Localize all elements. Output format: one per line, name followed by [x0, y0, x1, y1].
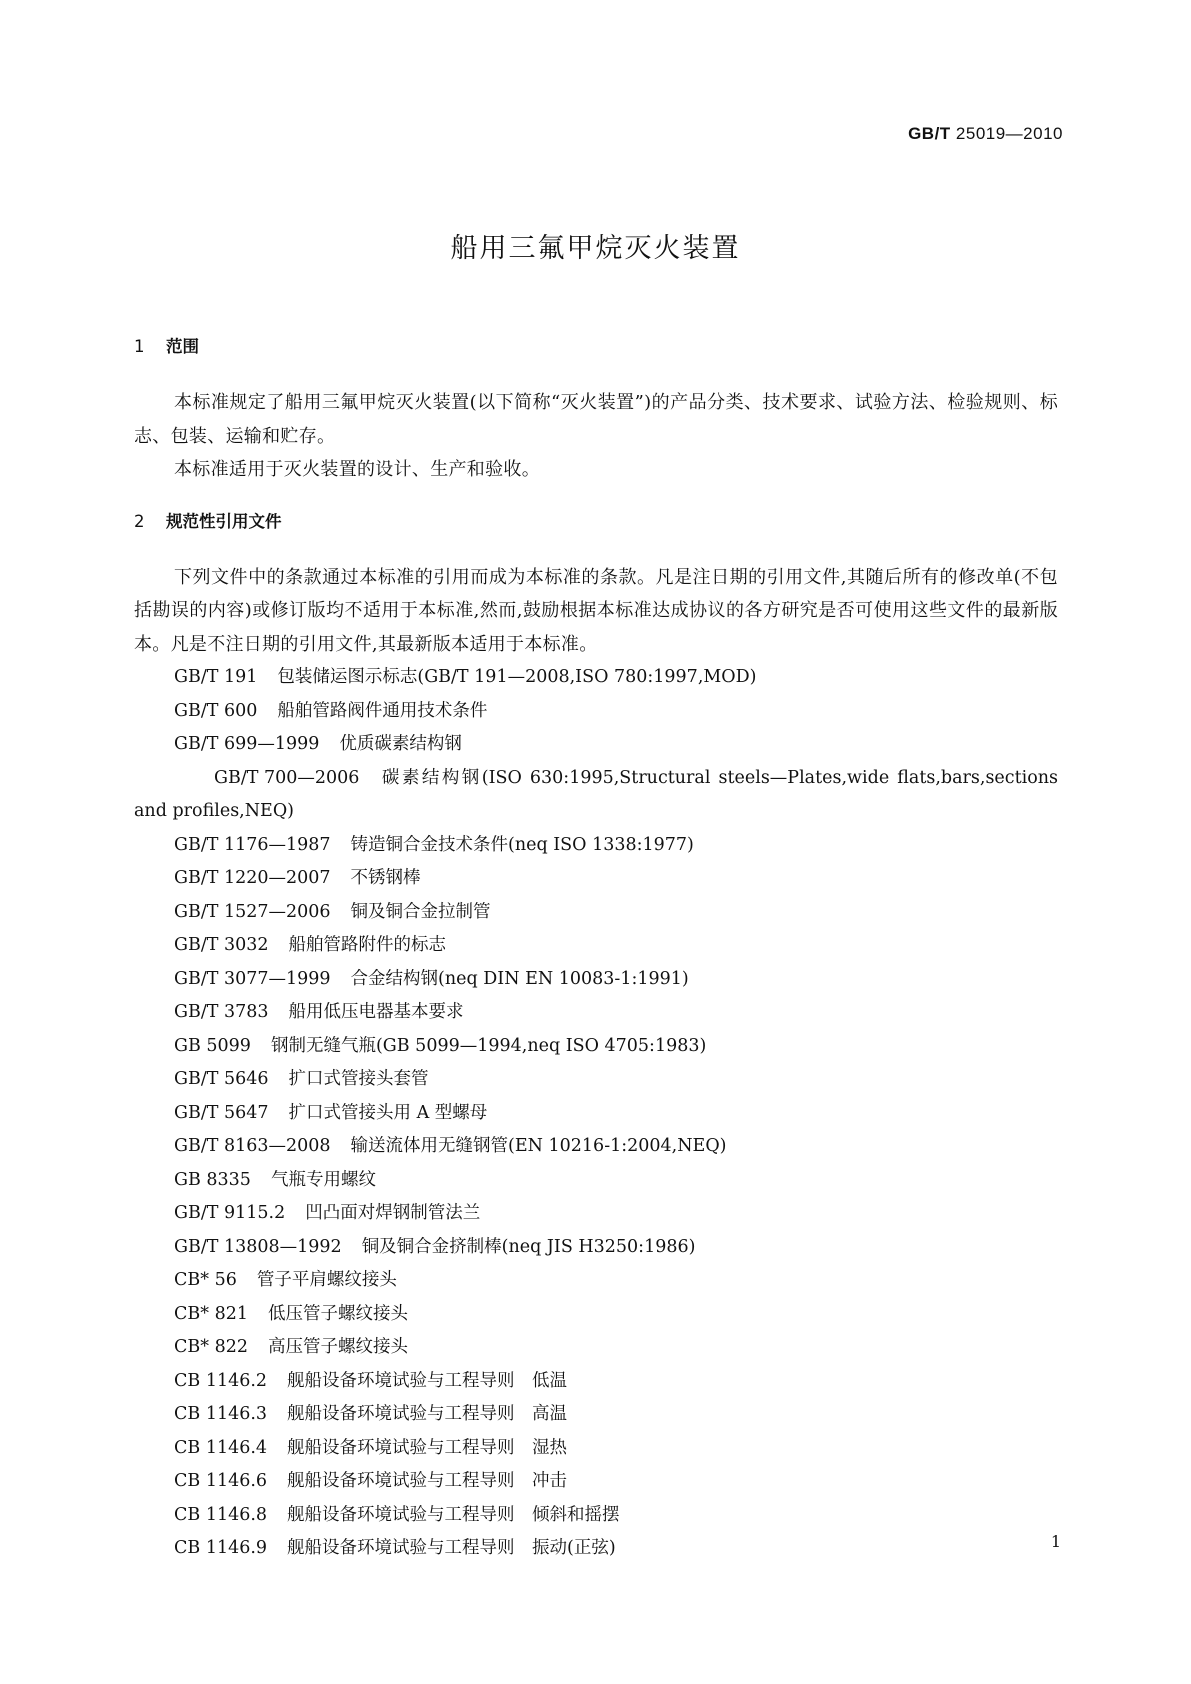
reference-code: GB/T 13808—1992 — [174, 1236, 342, 1257]
reference-title: 船舶管路附件的标志 — [288, 935, 447, 955]
reference-code: GB/T 9115.2 — [174, 1203, 286, 1223]
reference-title: 舰船设备环境试验与工程导则 振动(正弦) — [287, 1538, 616, 1558]
reference-title: 舰船设备环境试验与工程导则 倾斜和摇摆 — [287, 1504, 620, 1525]
reference-title: 低压管子螺纹接头 — [267, 1303, 408, 1324]
reference-title: 输送流体用无缝钢管(EN 10216-1:2004,NEQ) — [350, 1136, 727, 1156]
reference-item — [134, 1231, 1058, 1265]
reference-item — [134, 929, 1058, 963]
reference-title: 舰船设备环境试验与工程导则 高温 — [287, 1404, 568, 1424]
reference-title: 舰船设备环境试验与工程导则 低温 — [287, 1370, 568, 1391]
reference-title: 铸造铜合金技术条件(neq ISO 1338:1977) — [350, 834, 694, 855]
reference-title: 管子平肩螺纹接头 — [256, 1270, 397, 1290]
reference-code: CB* 822 — [174, 1337, 248, 1357]
reference-code: CB 1146.8 — [174, 1504, 268, 1525]
reference-title: 优质碳素结构钢 — [339, 734, 462, 754]
standard-number — [908, 124, 1063, 144]
reference-item — [134, 1130, 1058, 1164]
reference-code: CB 1146.9 — [174, 1538, 268, 1558]
reference-code: CB* 821 — [174, 1303, 248, 1324]
reference-code: CB 1146.2 — [174, 1370, 268, 1391]
paragraph: 本标准规定了船用三氟甲烷灭火装置(以下简称“灭火装置”)的产品分类、技术要求、试验方法、检验规则、标志、包装、运输和贮存。 — [134, 392, 1058, 447]
reference-title: 碳素结构钢(ISO 630:1995,Structural steels—Plates,wide flats,bars,sections and profiles,NEQ) — [134, 767, 1058, 821]
reference-title: 舰船设备环境试验与工程导则 冲击 — [287, 1471, 568, 1491]
section-heading-normative-references — [134, 505, 1058, 539]
reference-item — [134, 661, 1058, 695]
reference-title: 不锈钢棒 — [350, 868, 421, 888]
reference-item — [134, 695, 1058, 729]
reference-item — [134, 1331, 1058, 1365]
reference-item — [134, 1432, 1058, 1466]
reference-item — [134, 896, 1058, 930]
document-title: 船用三氟甲烷灭火装置 — [450, 233, 741, 264]
reference-title: 高压管子螺纹接头 — [267, 1337, 408, 1357]
reference-code: GB/T 699—1999 — [174, 734, 320, 754]
reference-title: 合金结构钢(neq DIN EN 10083-1:1991) — [350, 968, 689, 989]
reference-item — [134, 762, 1058, 829]
reference-item — [134, 1097, 1058, 1131]
reference-item — [134, 862, 1058, 896]
reference-title: 铜及铜合金拉制管 — [350, 901, 491, 922]
reference-code: GB/T 8163—2008 — [174, 1136, 331, 1156]
reference-item — [134, 1365, 1058, 1399]
reference-title: 铜及铜合金挤制棒(neq JIS H3250:1986) — [361, 1236, 696, 1257]
reference-code: GB/T 700—2006 — [214, 767, 360, 788]
section-number: 1 — [134, 337, 145, 356]
reference-code: GB 5099 — [174, 1035, 251, 1056]
document-body — [134, 330, 1058, 1566]
standard-number-year: 25019—2010 — [955, 124, 1063, 143]
reference-item — [134, 728, 1058, 762]
paragraph: 本标准适用于灭火装置的设计、生产和验收。 — [174, 459, 540, 480]
reference-item — [134, 1164, 1058, 1198]
reference-code: GB/T 1220—2007 — [174, 868, 331, 888]
section-number: 2 — [134, 511, 145, 531]
standard-code: GB/T — [908, 124, 951, 143]
section-title: 规范性引用文件 — [166, 511, 282, 531]
reference-code: CB 1146.4 — [174, 1437, 268, 1458]
reference-item — [134, 963, 1058, 997]
reference-item — [134, 1063, 1058, 1097]
reference-code: GB/T 1176—1987 — [174, 834, 331, 855]
reference-item — [134, 1398, 1058, 1432]
reference-code: GB/T 3077—1999 — [174, 968, 331, 989]
reference-code: GB 8335 — [174, 1169, 251, 1190]
reference-item — [134, 1197, 1058, 1231]
reference-title: 扩口式管接头套管 — [288, 1069, 429, 1089]
reference-code: CB* 56 — [174, 1270, 237, 1290]
reference-title: 舰船设备环境试验与工程导则 湿热 — [287, 1437, 568, 1458]
reference-item — [134, 1532, 1058, 1566]
reference-code: GB/T 191 — [174, 667, 258, 687]
reference-code: GB/T 1527—2006 — [174, 901, 331, 922]
section-heading-scope — [134, 330, 1058, 364]
reference-code: CB 1146.6 — [174, 1471, 268, 1491]
reference-title: 包装储运图示标志(GB/T 191—2008,ISO 780:1997,MOD) — [277, 667, 757, 687]
reference-item — [134, 1298, 1058, 1332]
reference-item — [134, 996, 1058, 1030]
reference-item — [134, 1499, 1058, 1533]
section-title: 范围 — [166, 337, 199, 356]
reference-code: GB/T 3032 — [174, 935, 269, 955]
reference-item — [134, 1264, 1058, 1298]
reference-item — [134, 829, 1058, 863]
reference-item — [134, 1030, 1058, 1064]
reference-title: 扩口式管接头用 A 型螺母 — [288, 1102, 488, 1123]
reference-code: GB/T 5646 — [174, 1069, 269, 1089]
reference-title: 气瓶专用螺纹 — [270, 1169, 376, 1190]
reference-list — [134, 661, 1058, 1566]
reference-item — [134, 1465, 1058, 1499]
reference-code: GB/T 5647 — [174, 1102, 269, 1123]
reference-code: CB 1146.3 — [174, 1404, 268, 1424]
reference-code: GB/T 600 — [174, 700, 258, 721]
reference-title: 钢制无缝气瓶(GB 5099—1994,neq ISO 4705:1983) — [270, 1035, 707, 1056]
paragraph: 下列文件中的条款通过本标准的引用而成为本标准的条款。凡是注日期的引用文件,其随后所有的修改单(不包括勘误的内容)或修订版均不适用于本标准,然而,鼓励根据本标准达成协议的各方研究是否可使用这些文件的最新版本。凡是不注日期的引用文件,其最新版本适用于本标准。 — [134, 566, 1058, 655]
reference-code: GB/T 3783 — [174, 1002, 269, 1022]
reference-title: 船舶管路阀件通用技术条件 — [277, 700, 488, 721]
reference-title: 凹凸面对焊钢制管法兰 — [305, 1203, 481, 1223]
reference-title: 船用低压电器基本要求 — [288, 1002, 464, 1022]
page-number: 1 — [1050, 1532, 1061, 1551]
